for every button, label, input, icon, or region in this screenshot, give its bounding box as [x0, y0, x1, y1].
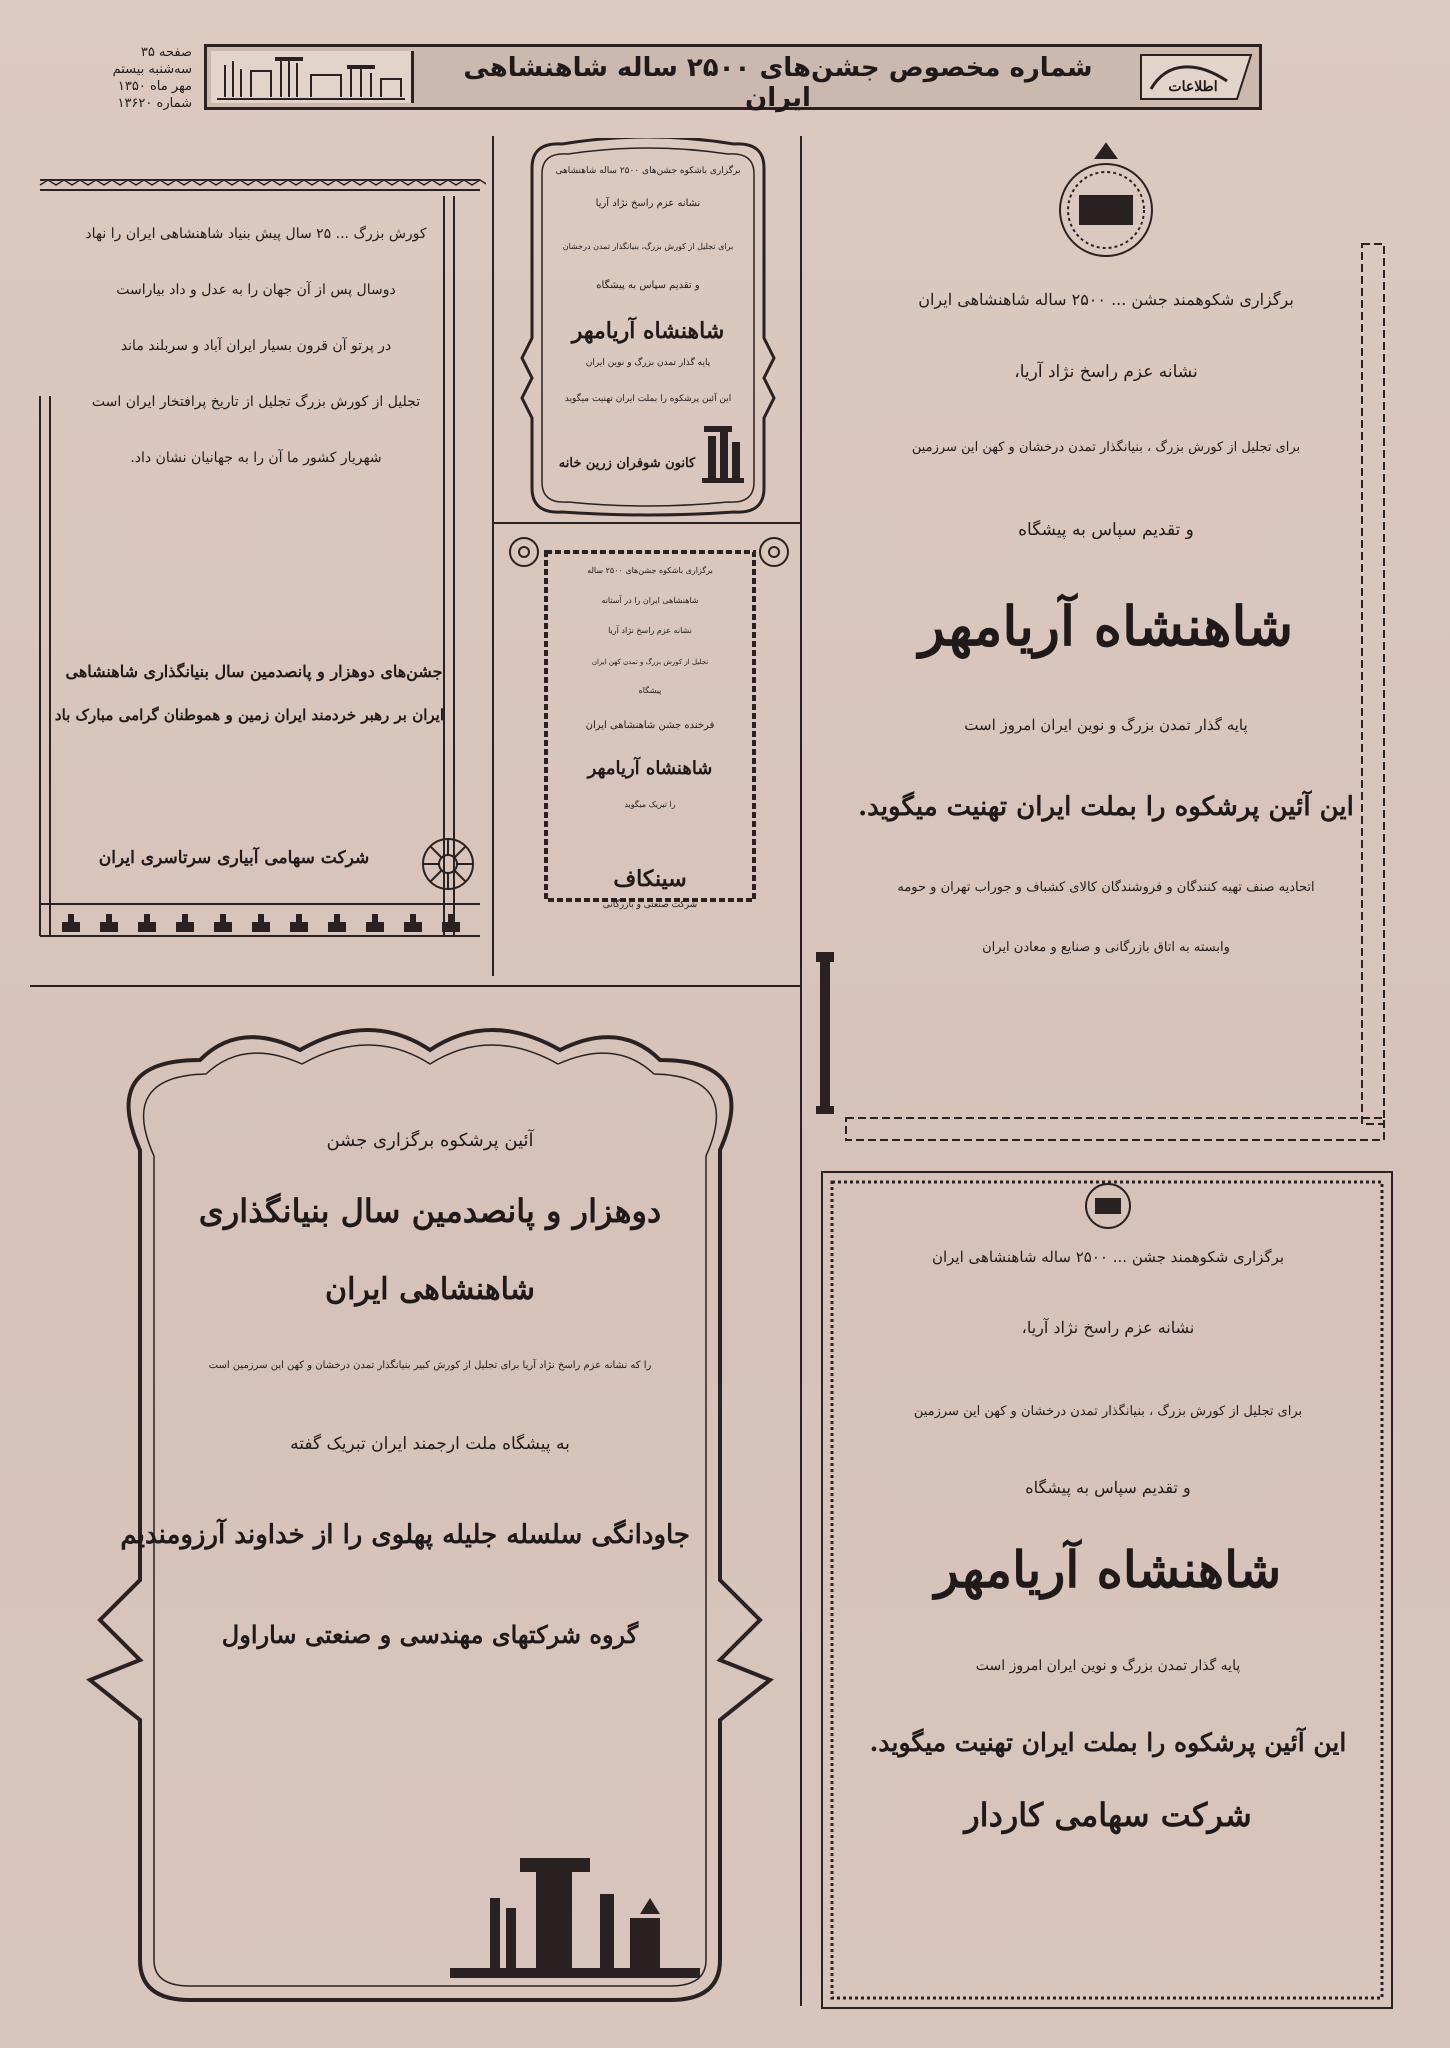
company-name: گروه شرکتهای مهندسی و صنعتی ساراول: [221, 1620, 639, 1649]
header-band: [204, 44, 1262, 113]
ad-text-line: در پرتو آن قرون بسیار ایران آباد و سربلند ماند: [120, 338, 392, 354]
page-title: شماره مخصوص جشن‌های ۲۵۰۰ ساله شاهنشاهی ایران: [463, 53, 1093, 113]
ad-text-line: برگزاری باشکوه جشن‌های ۲۵۰۰ ساله شاهنشاهی: [555, 166, 741, 176]
ad-knitwear-union: [816, 140, 1396, 1150]
issue-number: شماره ۱۳۶۲۰: [117, 96, 192, 111]
ad-text-line: شهریار کشور ما آن را به جهانیان نشان داد.: [130, 450, 382, 466]
ad-saravol-group: [70, 1020, 790, 2020]
ad-headline: شاهنشاهی ایران: [325, 1272, 535, 1307]
ad-text-line: آئین پرشکوه برگزاری جشن: [326, 1130, 534, 1151]
ad-text-line: وابسته به اتاق بازرگانی و صنایع و معادن ایران: [982, 940, 1230, 955]
company-name: کانون شوفران زرین خانه: [558, 456, 696, 471]
persepolis-ruins-icon: [211, 51, 414, 103]
ad-text-line: را که نشانه عزم راسخ نژاد آریا برای تجلیل از کورش کبیر بنیانگذار تمدن درخشان و کهن این سرزمین است: [208, 1360, 652, 1371]
page-number: صفحه ۳۵: [140, 45, 192, 60]
ad-chauffeurs-association: [512, 138, 784, 518]
ad-text-line: شاهنشاهی ایران را در آستانه: [601, 596, 699, 605]
ad-text-line: نشانه عزم راسخ نژاد آریا: [595, 198, 701, 209]
ettelaat-logo: [1137, 51, 1255, 103]
brand-logo: سینکاف: [613, 866, 687, 892]
ad-text-line: به پیشگاه ملت ارجمند ایران تبریک گفته: [290, 1434, 570, 1454]
ad-text-line: برای تجلیل از کورش بزرگ ، بنیانگذار تمدن درخشان و کهن این سرزمین: [911, 440, 1301, 455]
column-divider: [492, 136, 494, 976]
company-name: شرکت سهامی آبیاری سرتاسری ایران: [98, 848, 370, 868]
logo-text: اطلاعات: [1168, 79, 1218, 95]
ad-text-line: تجلیل از کورش بزرگ و تمدن کهن ایران: [591, 658, 709, 666]
row-divider: [494, 522, 800, 524]
ad-text-line: پایه گذار تمدن بزرگ و نوین ایران امروز است: [964, 716, 1248, 734]
ad-headline: این آئین پرشکوه را بملت ایران تهنیت میگوید.: [869, 1728, 1347, 1757]
ad-text-line: برای تجلیل از کورش بزرگ ، بنیانگذار تمدن درخشان و کهن این سرزمین: [913, 1404, 1303, 1419]
date-line: مهر ماه ۱۳۵۰: [117, 79, 192, 94]
company-name: اتحادیه صنف تهیه کنندگان و فروشندگان کالای کشباف و جوراب تهران و حومه: [897, 880, 1315, 895]
ad-text-line: دوسال پس از آن جهان را به عدل و داد بیاراست: [116, 282, 396, 298]
ad-headline: جاودانگی سلسله جلیله پهلوی را از خداوند آرزومندیم: [120, 1520, 690, 1550]
ad-kardar-company: [818, 1168, 1396, 2012]
day-line: سه‌شنبه بیستم: [112, 62, 192, 77]
ad-text-line: این آئین پرشکوه را بملت ایران تهنیت میگوید: [564, 394, 732, 404]
column-divider: [800, 136, 802, 2006]
ad-text-line: برگزاری شکوهمند جشن ... ۲۵۰۰ ساله شاهنشاهی ایران: [918, 290, 1294, 309]
ad-text-line: نشانه عزم راسخ نژاد آریا: [608, 626, 692, 635]
rosette-icon: [420, 836, 476, 892]
ad-text-line: برای تجلیل از کورش بزرگ، بنیانگذار تمدن درخشان: [562, 242, 734, 251]
ad-text-line: و تقدیم سپاس به پیشگاه: [1025, 1478, 1191, 1497]
ad-text-line: تجلیل از کورش بزرگ تجلیل از تاریخ پرافتخار ایران است: [91, 394, 421, 410]
ad-text-line: را تبریک میگوید: [624, 800, 676, 809]
ad-text-line: پایه گذار تمدن بزرگ و نوین ایران: [585, 358, 711, 368]
ad-text-line: نشانه عزم راسخ نژاد آریا،: [1021, 1318, 1195, 1337]
ad-title: شاهنشاه آریامهر: [934, 1540, 1282, 1599]
ad-headline: جشن‌های دوهزار و پانصدمین سال بنیانگذاری شاهنشاهی: [65, 662, 443, 681]
ad-headline: ایران بر رهبر خردمند ایران زمین و هموطنان گرامی مبارک باد: [54, 706, 444, 724]
company-name: شرکت سهامی کاردار: [964, 1796, 1252, 1834]
ad-irrigation-company: [34, 176, 486, 956]
ad-text-line: پیشگاه: [638, 686, 662, 695]
ad-text-line: برگزاری شکوهمند جشن ... ۲۵۰۰ ساله شاهنشاهی ایران: [931, 1248, 1285, 1266]
ad-title: شاهنشاه آریامهر: [571, 318, 725, 344]
ad-sinkaf: [504, 530, 794, 968]
ad-text-line: و تقدیم سپاس به پیشگاه: [596, 280, 700, 291]
ad-text-line: و تقدیم سپاس به پیشگاه: [1018, 520, 1194, 540]
ad-text-line: برگزاری باشکوه جشن‌های ۲۵۰۰ ساله: [587, 566, 713, 575]
ad-text-line: کورش بزرگ ... ۲۵ سال پیش بنیاد شاهنشاهی ایران را نهاد: [85, 226, 427, 242]
ad-headline: این آئین پرشکوه را بملت ایران تهنیت میگوید.: [858, 792, 1354, 822]
row-divider: [30, 985, 800, 987]
column-ruins-icon: [698, 420, 748, 484]
company-name: شرکت صنعتی و بازرگانی: [602, 900, 698, 910]
issue-meta: [62, 44, 192, 112]
ad-text-line: نشانه عزم راسخ نژاد آریا،: [1014, 362, 1198, 382]
ad-title: شاهنشاه آریامهر: [587, 758, 713, 779]
ad-text-line: پایه گذار تمدن بزرگ و نوین ایران امروز است: [975, 1658, 1241, 1674]
ad-headline: دوهزار و پانصدمین سال بنیانگذاری: [198, 1192, 662, 1230]
ad-text-line: فرخنده جشن شاهنشاهی ایران: [585, 720, 715, 731]
ad-title: شاهنشاه آریامهر: [918, 594, 1294, 658]
